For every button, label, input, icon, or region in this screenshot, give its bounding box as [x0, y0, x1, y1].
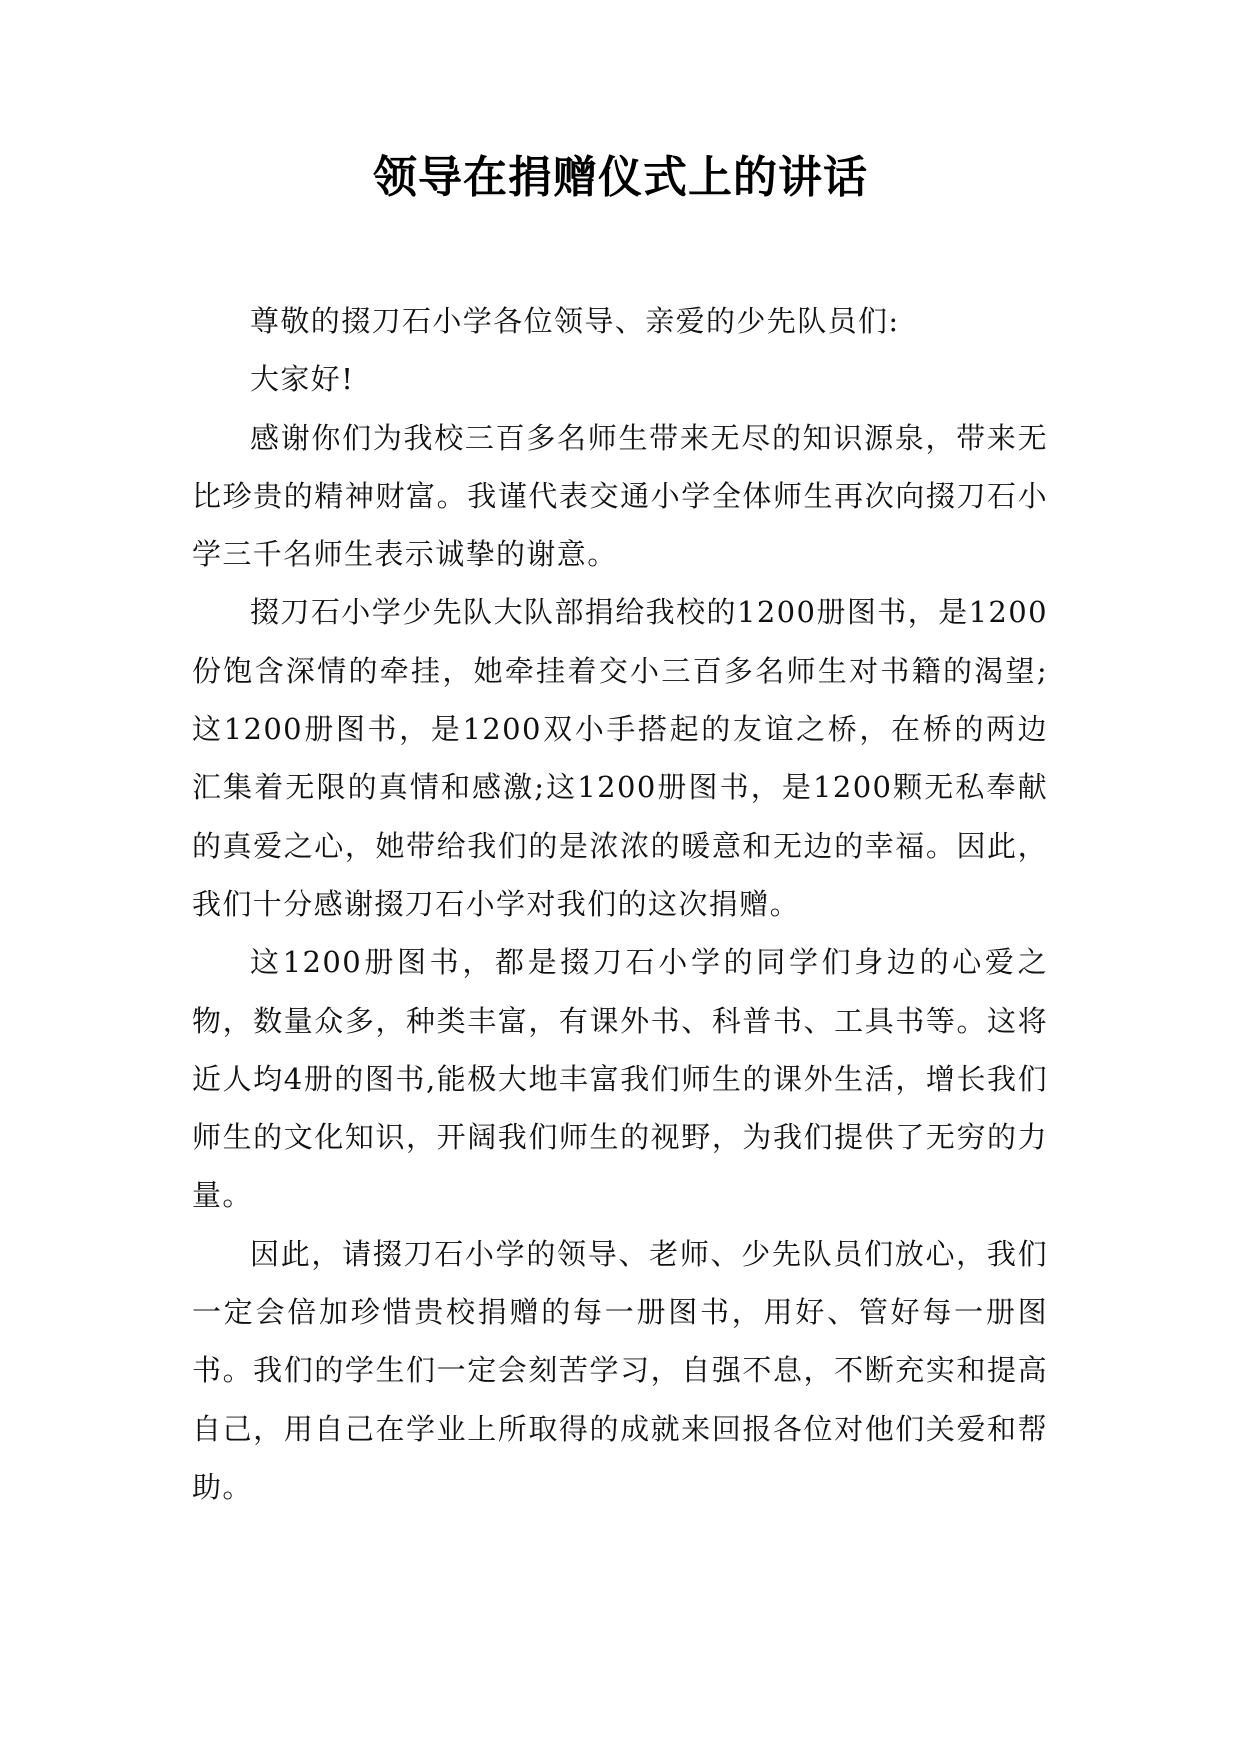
paragraph-books: 这1200册图书，都是掇刀石小学的同学们身边的心爱之物，数量众多，种类丰富，有课外书、科普书、工具书等。这将近人均4册的图书,能极大地丰富我们师生的课外生活，增长我们师生的文化知识，开阔我们师生的视野，为我们提供了无穷的力量。	[192, 945, 1048, 1213]
paragraph-thanks: 感谢你们为我校三百多名师生带来无尽的知识源泉，带来无比珍贵的精神财富。我谨代表交通小学全体师生再次向掇刀石小学三千名师生表示诚挚的谢意。	[192, 420, 1048, 572]
document-title: 领导在捐赠仪式上的讲话	[373, 152, 868, 203]
paragraph-salutation: 尊敬的掇刀石小学各位领导、亲爱的少先队员们:	[250, 304, 900, 338]
document-body	[192, 292, 1048, 1516]
paragraph-promise: 因此，请掇刀石小学的领导、老师、少先队员们放心，我们一定会倍加珍惜贵校捐赠的每一册图书，用好、管好每一册图书。我们的学生们一定会刻苦学习，自强不息，不断充实和提高自己，用自己在学业上所取得的成就来回报各位对他们关爱和帮助。	[192, 1236, 1048, 1504]
paragraph-donation: 掇刀石小学少先队大队部捐给我校的1200册图书，是1200份饱含深情的牵挂，她牵挂着交小三百多名师生对书籍的渴望;这1200册图书，是1200双小手搭起的友谊之桥，在桥的两边汇集着无限的真情和感激;这1200册图书，是1200颗无私奉献的真爱之心，她带给我们的是浓浓的暖意和无边的幸福。因此，我们十分感谢掇刀石小学对我们的这次捐赠。	[192, 595, 1048, 921]
paragraph-greeting: 大家好!	[250, 362, 355, 397]
